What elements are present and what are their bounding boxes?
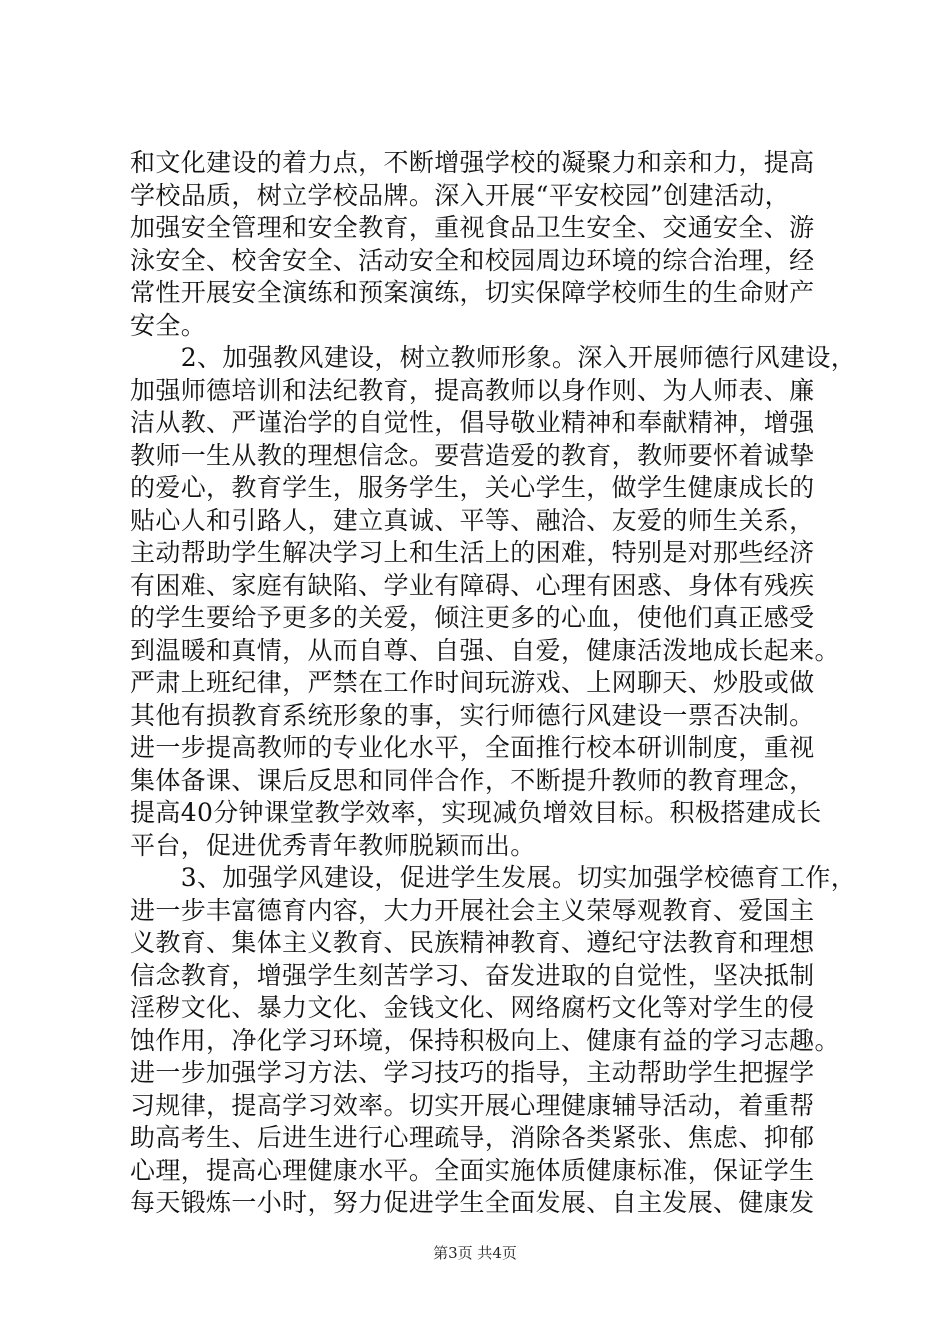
text-line: 每天锻炼一小时，努力促进学生全面发展、自主发展、健康发 [130,1188,815,1217]
text-line: 平台，促进优秀青年教师脱颖而出。 [130,830,536,860]
text-line: 蚀作用，净化学习环境，保持积极向上、健康有益的学习志趣。 [130,1025,840,1055]
text-line: 淫秽文化、暴力文化、金钱文化、网络腐朽文化等对学生的侵 [130,993,815,1022]
text-line: 习规律，提高学习效率。切实开展心理健康辅导活动，着重帮 [130,1090,815,1120]
text-line: 进一步提高教师的专业化水平，全面推行校本研训制度，重视 [130,733,815,762]
text-line: 助高考生、后进生进行心理疏导，消除各类紧张、焦虑、抑郁 [130,1123,815,1152]
text-line: 加强师德培训和法纪教育，提高教师以身作则、为人师表、廉 [130,375,815,405]
page-number-footer: 第3页 共4页 [433,1244,517,1262]
text-line: 心理，提高心理健康水平。全面实施体质健康标准，保证学生 [130,1155,815,1185]
text-line: 到温暖和真情，从而自尊、自强、自爱，健康活泼地成长起来。 [130,635,840,665]
paragraph-start-line: 3、加强学风建设，促进学生发展。切实加强学校德育工作， [130,863,857,892]
text-line: 进一步加强学习方法、学习技巧的指导，主动帮助学生把握学 [130,1058,815,1087]
text-line: 的学生要给予更多的关爱，倾注更多的心血，使他们真正感受 [130,603,815,632]
text-line: 安全。 [130,310,207,340]
text-line: 进一步丰富德育内容，大力开展社会主义荣辱观教育、爱国主 [130,895,815,925]
text-line: 有困难、家庭有缺陷、学业有障碍、心理有困惑、身体有残疾 [130,570,815,600]
text-line: 泳安全、校舍安全、活动安全和校园周边环境的综合治理，经 [130,245,815,275]
text-line: 贴心人和引路人，建立真诚、平等、融洽、友爱的师生关系， [130,505,815,535]
paragraph-start-line: 2、加强教风建设，树立教师形象。深入开展师德行风建设， [130,343,857,372]
text-line: 的爱心，教育学生，服务学生，关心学生，做学生健康成长的 [130,473,815,502]
text-line: 提高40分钟课堂教学效率，实现减负增效目标。积极搭建成长 [130,798,822,827]
text-line: 集体备课、课后反思和同伴合作，不断提升教师的教育理念， [130,765,815,795]
text-line: 其他有损教育系统形象的事，实行师德行风建设一票否决制。 [130,700,815,730]
text-line: 主动帮助学生解决学习上和生活上的困难，特别是对那些经济 [130,538,815,567]
text-line: 加强安全管理和安全教育，重视食品卫生安全、交通安全、游 [130,213,815,242]
text-line: 严肃上班纪律，严禁在工作时间玩游戏、上网聊天、炒股或做 [130,668,815,697]
text-line: 信念教育，增强学生刻苦学习、奋发进取的自觉性，坚决抵制 [130,960,815,990]
text-line: 教师一生从教的理想信念。要营造爱的教育，教师要怀着诚挚 [130,440,815,470]
text-line: 义教育、集体主义教育、民族精神教育、遵纪守法教育和理想 [130,928,815,957]
text-line: 常性开展安全演练和预案演练，切实保障学校师生的生命财产 [130,278,815,307]
text-line: 和文化建设的着力点，不断增强学校的凝聚力和亲和力，提高 [130,148,815,177]
text-line: 学校品质，树立学校品牌。深入开展“平安校园”创建活动， [130,180,791,210]
text-line: 洁从教、严谨治学的自觉性，倡导敬业精神和奉献精神，增强 [130,408,815,437]
